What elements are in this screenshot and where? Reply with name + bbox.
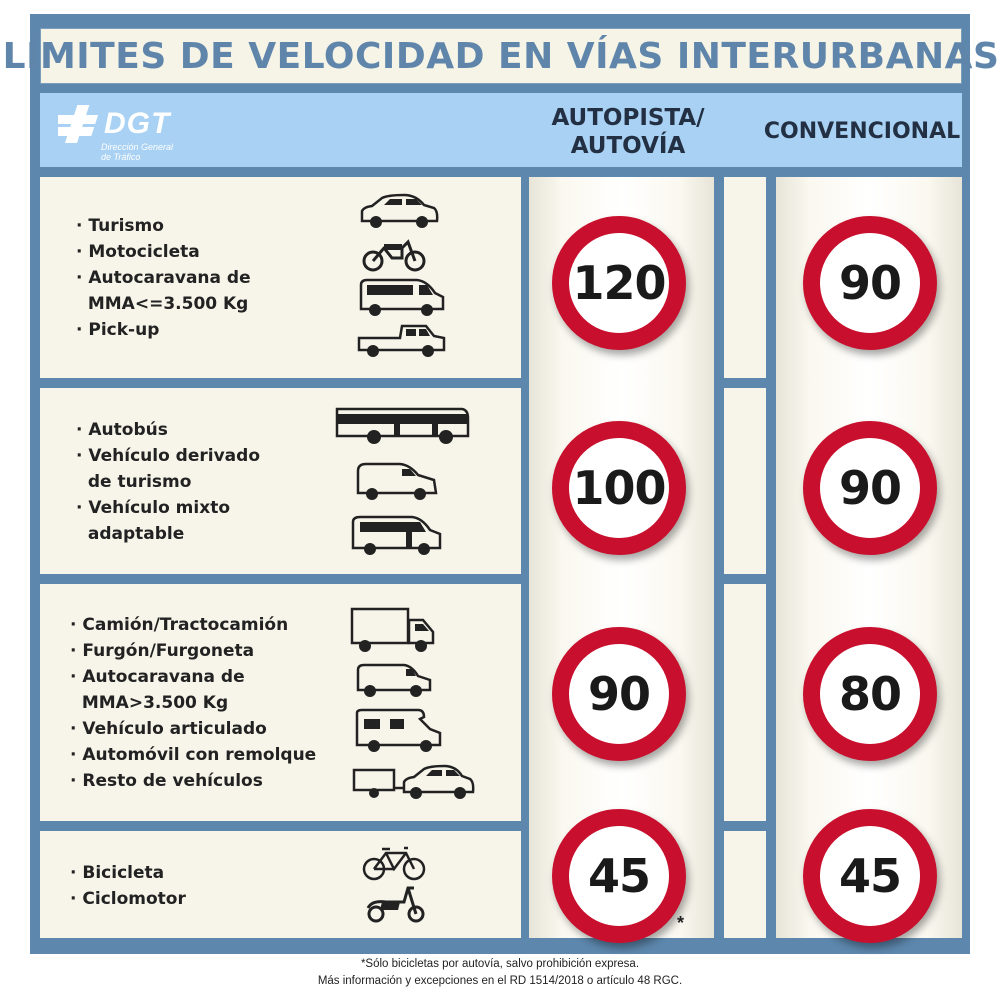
car-with-trailer-icon	[352, 764, 476, 802]
list-item: · Camión/Tractocamión	[70, 612, 316, 638]
list-item: · Autobús	[76, 417, 260, 443]
dgt-logo-subtitle: Dirección General de Tráfico	[101, 142, 174, 162]
list-item: · Ciclomotor	[70, 886, 186, 912]
bicycle-icon	[362, 845, 426, 881]
speed-sign-convencional-row-1: 90	[803, 216, 937, 350]
list-item: · Autocaravana de	[70, 664, 316, 690]
speed-sign-autopista-row-2: 100	[552, 421, 686, 555]
list-item: · Vehículo articulado	[70, 716, 316, 742]
footnote-line-2: Más información y excepciones en el RD 1514/2018 o artículo 48 RGC.	[317, 975, 683, 987]
separator-cell-2	[724, 388, 766, 574]
speed-sign-autopista-row-3: 90	[552, 627, 686, 761]
van-icon	[354, 662, 434, 700]
list-item: · Pick-up	[76, 317, 251, 343]
asterisk-mark: *	[677, 913, 685, 933]
list-item: · Turismo	[76, 213, 251, 239]
speed-sign-convencional-row-4: 45	[803, 809, 937, 943]
campervan-icon	[357, 277, 447, 319]
list-item: · Furgón/Furgoneta	[70, 638, 316, 664]
separator-cell-4	[724, 831, 766, 938]
list-item: · Vehículo mixto	[76, 495, 260, 521]
list-item: · Autocaravana de	[76, 265, 251, 291]
speed-sign-autopista-row-4: 45	[552, 809, 686, 943]
list-item: MMA<=3.500 Kg	[87, 294, 249, 314]
speed-sign-convencional-row-2: 90	[803, 421, 937, 555]
list-item: · Automóvil con remolque	[70, 742, 316, 768]
speed-sign-convencional-row-3: 80	[803, 627, 937, 761]
vehicle-list-row-1	[76, 213, 251, 343]
list-item: · Resto de vehículos	[70, 768, 316, 794]
list-item: adaptable	[87, 524, 185, 544]
minibus-icon	[350, 514, 446, 558]
list-item: · Motocicleta	[76, 239, 251, 265]
motorcycle-icon	[362, 236, 426, 272]
page-title: LÍMITES DE VELOCIDAD EN VÍAS INTERURBANAS	[2, 35, 1000, 77]
column-header-convencional: CONVENCIONAL	[763, 119, 961, 144]
list-item: · Bicicleta	[70, 860, 186, 886]
dgt-logo-text: DGT	[104, 107, 171, 140]
speed-sign-autopista-row-1: 120	[552, 216, 686, 350]
truck-icon	[349, 606, 437, 654]
title-banner	[2, 28, 1000, 84]
separator-cell-1	[724, 177, 766, 378]
list-item: · Vehículo derivado	[76, 443, 260, 469]
vehicle-list-row-2	[76, 417, 260, 547]
vehicle-list-row-4	[70, 860, 186, 912]
car-icon	[358, 193, 440, 231]
column-header-autopista: AUTOPISTA/ AUTOVÍA	[551, 105, 705, 159]
separator-cell-3	[724, 584, 766, 821]
moped-icon	[364, 884, 426, 924]
motorhome-icon	[354, 707, 444, 755]
vehicle-list-row-3	[70, 612, 316, 794]
pickup-icon	[356, 322, 448, 360]
list-item: de turismo	[87, 472, 192, 492]
bus-icon	[334, 404, 472, 446]
list-item: MMA>3.500 Kg	[81, 693, 229, 713]
footnote-line-1: *Sólo bicicletas por autovía, salvo prohibición expresa.	[360, 958, 640, 970]
small-van-icon	[354, 461, 440, 503]
